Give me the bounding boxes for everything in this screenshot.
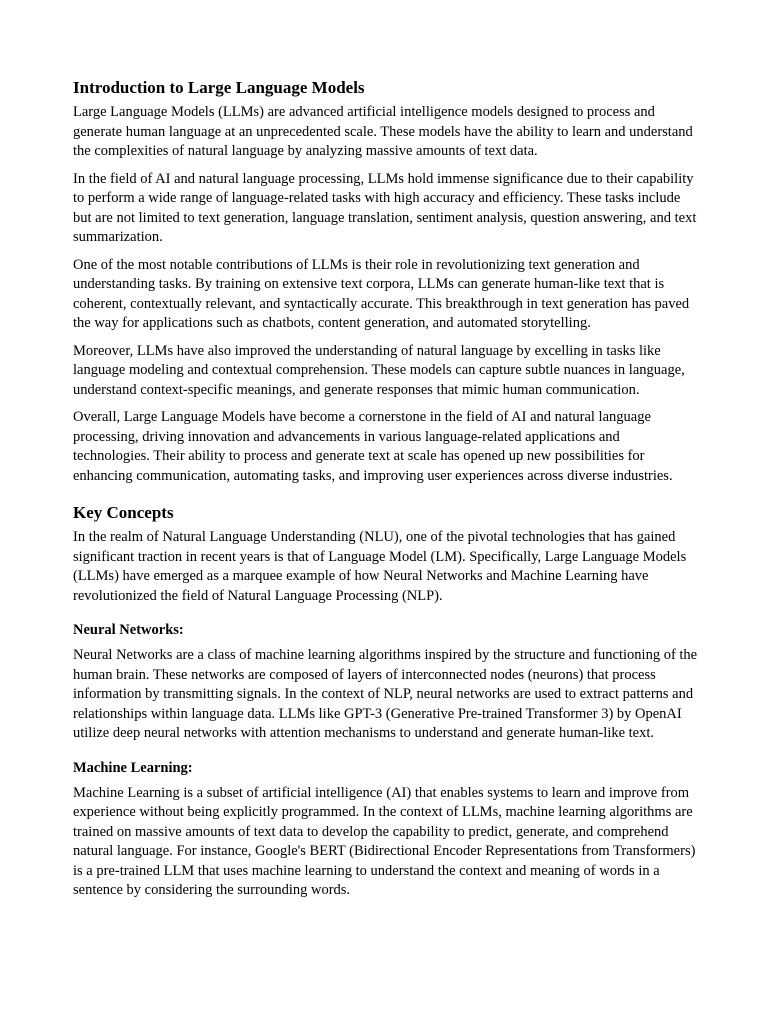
neural-networks-paragraph: Neural Networks are a class of machine learning algorithms inspired by the structure and functioning of the human brain. These networks are composed of layers of interconnected nodes (neurons) that process information by transmitting signals. In the context of NLP, neural networks are used to extract patterns and relationships within language data. LLMs like GPT-3 (Generative Pre-trained Transformer 3) by OpenAI utilize deep neural networks with attention mechanisms to understand and generate human-like text. <box>73 647 698 741</box>
document-title: Introduction to Large Language Models <box>73 78 365 97</box>
intro-paragraph-5: Overall, Large Language Models have become a cornerstone in the field of AI and natural language processing, driving innovation and advancements in various language-related applications and technologies. Their ability to process and generate text at scale has opened up new possibilities for enhancing communication, automating tasks, and improving user experiences across diverse industries. <box>73 409 673 484</box>
document-page <box>73 77 698 909</box>
intro-paragraph-4: Moreover, LLMs have also improved the understanding of natural language by excelling in tasks like language modeling and contextual comprehension. These models can capture subtle nuances in language, understand context-specific meanings, and generate responses that mimic human communication. <box>73 342 685 398</box>
intro-paragraph-1: Large Language Models (LLMs) are advanced artificial intelligence models designed to process and generate human language at an unprecedented scale. These models have the ability to learn and understand the complexities of natural language by analyzing massive amounts of text data. <box>73 104 693 159</box>
neural-networks-heading: Neural Networks: <box>73 622 184 638</box>
intro-paragraph-2: In the field of AI and natural language processing, LLMs hold immense significance due to their capability to perform a wide range of language-related tasks with high accuracy and efficiency. These tasks include but are not limited to text generation, language translation, sentiment analysis, question answering, and text summarization. <box>73 170 697 245</box>
key-concepts-paragraph: In the realm of Natural Language Understanding (NLU), one of the pivotal technologies that has gained significant traction in recent years is that of Language Model (LM). Specifically, Large Language Models (LLMs) have emerged as a marquee example of how Neural Networks and Machine Learning have revolutionized the field of Natural Language Processing (NLP). <box>73 529 687 604</box>
machine-learning-heading: Machine Learning: <box>73 759 193 776</box>
key-concepts-heading: Key Concepts <box>73 503 174 522</box>
machine-learning-paragraph: Machine Learning is a subset of artificial intelligence (AI) that enables systems to learn and improve from experience without being explicitly programmed. In the context of LLMs, machine learning algorithms are trained on massive amounts of text data to develop the capability to predict, generate, and comprehend natural language. For instance, Google's BERT (Bidirectional Encoder Representations from Transformers) is a pre-trained LLM that uses machine learning to understand the context and meaning of words in a sentence by considering the surrounding words. <box>73 784 696 898</box>
intro-paragraph-3: One of the most notable contributions of LLMs is their role in revolutionizing text generation and understanding tasks. By training on extensive text corpora, LLMs can generate human-like text that is coherent, contextually relevant, and syntactically accurate. This breakthrough in text generation has paved the way for applications such as chatbots, content generation, and automated storytelling. <box>73 256 690 331</box>
